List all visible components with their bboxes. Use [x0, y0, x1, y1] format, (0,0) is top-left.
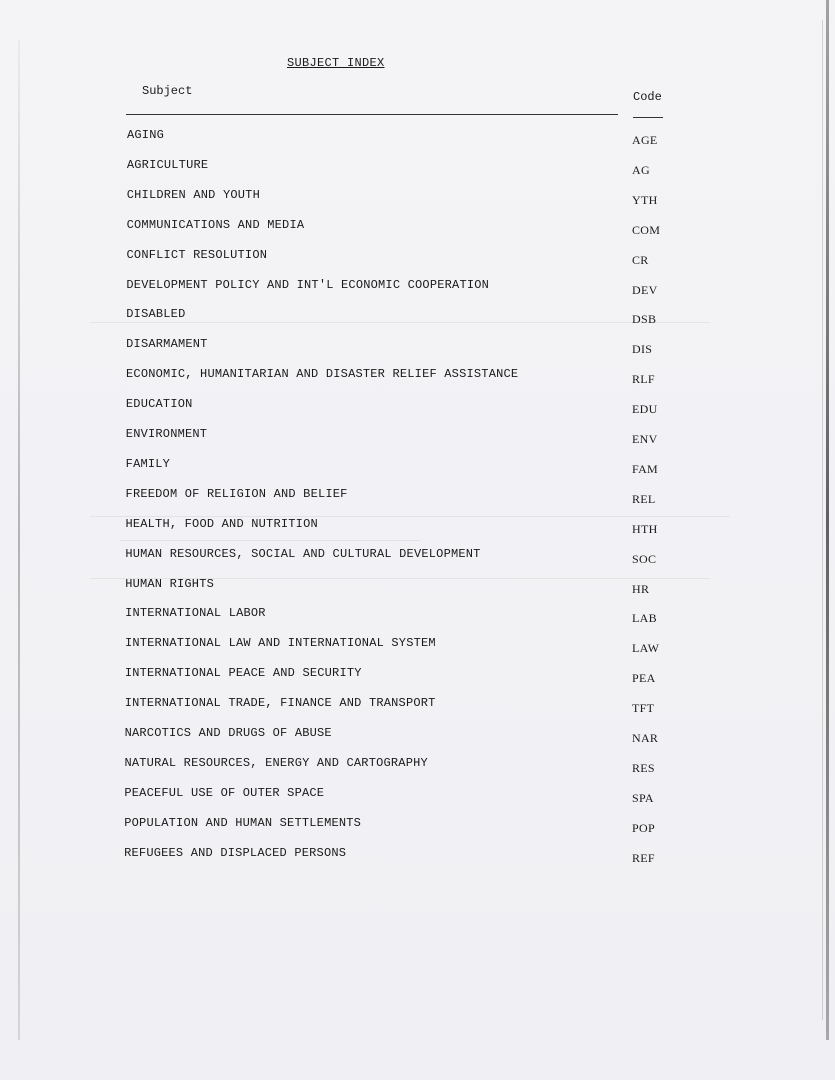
subject-name: CONFLICT RESOLUTION [126, 247, 268, 262]
subject-code: PEA [632, 671, 656, 686]
page-title: SUBJECT INDEX [287, 56, 385, 70]
list-item [0, 158, 835, 178]
list-item [0, 756, 835, 776]
subject-code: TFT [632, 701, 655, 716]
subject-name: PEACEFUL USE OF OUTER SPACE [124, 785, 325, 800]
subject-name: INTERNATIONAL LABOR [125, 606, 266, 621]
subject-code: EDU [632, 402, 658, 417]
subject-name: FAMILY [125, 456, 171, 471]
list-item [0, 547, 835, 567]
subject-code: DIS [632, 342, 653, 357]
subject-name: CHILDREN AND YOUTH [126, 187, 260, 202]
list-item [0, 248, 835, 268]
list-item [0, 457, 835, 477]
subject-name: AGRICULTURE [126, 157, 209, 172]
bleed-through-line [120, 540, 420, 541]
subject-code: AGE [632, 133, 658, 147]
subject-code: YTH [632, 192, 658, 207]
list-item [0, 666, 835, 686]
subject-name: DISARMAMENT [126, 337, 208, 352]
subject-code: REF [632, 850, 655, 865]
subject-code: CR [632, 252, 649, 267]
subject-name: NATURAL RESOURCES, ENERGY AND CARTOGRAPHY [124, 755, 428, 770]
list-item [0, 636, 835, 656]
subject-code: HTH [632, 521, 658, 536]
list-item [0, 397, 835, 417]
subject-name: FREEDOM OF RELIGION AND BELIEF [125, 486, 348, 501]
subject-name: ECONOMIC, HUMANITARIAN AND DISASTER RELIEF ASSISTANCE [126, 367, 519, 382]
subject-code: AG [632, 162, 650, 177]
subject-code: DSB [632, 312, 657, 327]
list-item [0, 487, 835, 507]
subject-code: LAW [632, 641, 660, 656]
subject-name: NARCOTICS AND DRUGS OF ABUSE [124, 726, 332, 740]
subject-code: RLF [632, 372, 655, 387]
subject-name: HEALTH, FOOD AND NUTRITION [125, 516, 318, 531]
subject-name: INTERNATIONAL LAW AND INTERNATIONAL SYSTEM [124, 636, 436, 651]
subject-code: RES [632, 760, 655, 775]
subject-code: FAM [632, 461, 659, 476]
subject-code: POP [632, 820, 655, 835]
list-item [0, 517, 835, 537]
subject-name: POPULATION AND HUMAN SETTLEMENTS [124, 815, 362, 830]
subject-name: ENVIRONMENT [125, 427, 208, 441]
subject-name: HUMAN RIGHTS [125, 576, 215, 591]
list-item [0, 307, 835, 327]
list-item [0, 337, 835, 357]
subject-code: NAR [632, 731, 659, 745]
column-header-subject: Subject [142, 84, 193, 98]
subject-name: EDUCATION [125, 397, 193, 412]
list-item [0, 128, 835, 148]
subject-name: DISABLED [126, 307, 186, 322]
subject-name: INTERNATIONAL TRADE, FINANCE AND TRANSPORT [124, 696, 436, 711]
list-item [0, 188, 835, 208]
list-item [0, 278, 835, 298]
subject-code: REL [632, 491, 656, 506]
subject-name: HUMAN RESOURCES, SOCIAL AND CULTURAL DEVELOPMENT [125, 546, 481, 561]
list-item [0, 786, 835, 806]
subject-code: LAB [632, 611, 657, 626]
header-rule-code [633, 117, 663, 118]
subject-code: SPA [632, 790, 654, 805]
list-item [0, 218, 835, 238]
subject-code: SOC [632, 551, 657, 566]
subject-name: DEVELOPMENT POLICY AND INT'L ECONOMIC COOPERATION [126, 277, 490, 292]
subject-code: ENV [632, 432, 658, 446]
list-item [0, 846, 835, 866]
subject-code: HR [632, 581, 650, 596]
column-header-code: Code [633, 90, 662, 104]
header-rule-subject [126, 114, 618, 115]
subject-name: REFUGEES AND DISPLACED PERSONS [124, 845, 347, 860]
list-item [0, 726, 835, 746]
subject-name: COMMUNICATIONS AND MEDIA [126, 217, 305, 232]
subject-name: AGING [127, 128, 165, 142]
list-item [0, 577, 835, 597]
list-item [0, 606, 835, 626]
subject-code: COM [632, 222, 661, 237]
subject-name: INTERNATIONAL PEACE AND SECURITY [124, 666, 362, 681]
list-item [0, 427, 835, 447]
list-item [0, 816, 835, 836]
list-item [0, 367, 835, 387]
list-item [0, 696, 835, 716]
subject-code: DEV [632, 282, 658, 297]
